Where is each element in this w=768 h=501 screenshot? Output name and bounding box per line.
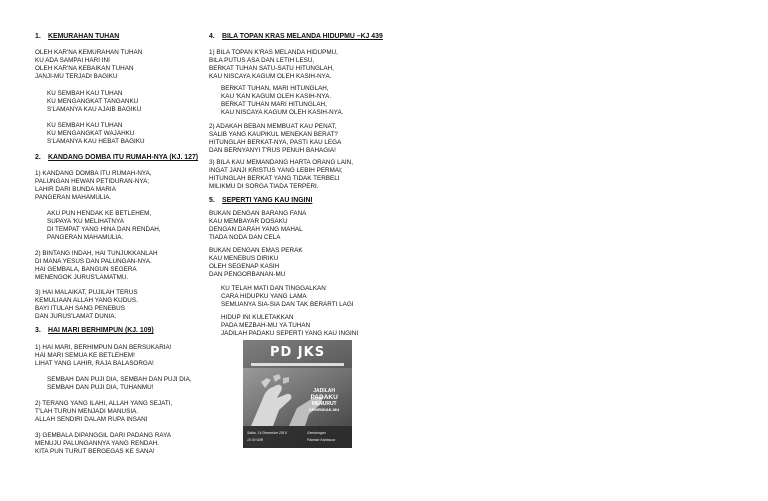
song-1-chorus-1 xyxy=(47,90,141,114)
lyric-line: S'LAMANYA KAU HEBAT BAGIKU xyxy=(47,138,145,146)
lyric-line: KITA PUN TURUT BERGEGAS KE SANA! xyxy=(35,448,155,456)
lyric-line: SEMBAH DAN PUJI DIA, TUHANMU! xyxy=(47,384,154,392)
song-3-heading xyxy=(35,327,154,334)
song-4-verse-1 xyxy=(209,49,338,81)
lyric-line: DENGAN DARAH YANG MAHAL xyxy=(209,226,303,234)
song-5-stanza-a xyxy=(209,210,306,242)
song-5-number: 5. xyxy=(209,197,215,204)
lyric-line: DAN JURUS'LAMAT DUNIA. xyxy=(35,313,117,321)
song-2-verse-2 xyxy=(35,250,158,282)
song-3-verse-3 xyxy=(35,432,171,456)
lyric-line: KAU 'KAN KAGUM OLEH KASIH-NYA. xyxy=(221,93,332,101)
lyric-line: SUPAYA 'KU MELIHATNYA xyxy=(47,218,124,226)
song-2-title: KANDANG DOMBA ITU RUMAH-NYA (KJ. 127) xyxy=(48,154,199,161)
lyric-line: DI MANA YESUS DAN PALUNGAN-NYA. xyxy=(35,258,152,266)
song-1-number: 1. xyxy=(35,33,41,40)
poster-city: Pabelan Kartasura xyxy=(307,438,336,442)
song-2-heading xyxy=(35,154,198,161)
lyric-line: 3) HAI MALAIKAT, PUJILAH TERUS xyxy=(35,289,138,296)
lyric-line: KAU MENEBUS DIRIKU xyxy=(209,255,279,263)
poster-title: PD JKS xyxy=(269,345,326,360)
lyric-line: PADA MEZBAH-MU YA TUHAN xyxy=(221,322,311,330)
lyric-line: INGAT JANJI KRISTUS YANG LEBIH PERMAI; xyxy=(209,167,343,175)
lyric-line: PANGERAN MAHAMULIA. xyxy=(35,194,112,202)
lyric-line: 2) TERANG YANG ILAHI, ALLAH YANG SEJATI, xyxy=(35,400,173,407)
lyric-line: PALUNGAN HEWAN PETIDURAN-NYA; xyxy=(35,178,150,186)
song-3-title: HAI MARI BERHIMPUN (KJ. 109) xyxy=(48,327,154,334)
song-1-verse xyxy=(35,49,142,81)
lyric-line: DAN BERNYANYI T'RUS PENUH BAHAGIA! xyxy=(209,147,336,155)
song-4-refrain xyxy=(221,85,343,117)
lyric-line: PANGERAN MAHAMULIA. xyxy=(47,234,124,242)
song-2-verse-3 xyxy=(35,289,138,321)
poster-theme-line: JADILAH xyxy=(313,388,335,394)
lyric-line: KAU MEMBAYAR DOSAKU xyxy=(209,218,288,226)
lyric-line: BILA PUTUS ASA DAN LETIH LESU, xyxy=(209,57,315,65)
poster-theme-line: MENURUT xyxy=(311,401,337,407)
lyric-line: DI TEMPAT YANG HINA DAN RENDAH, xyxy=(47,226,161,234)
lyric-line: HITUNGLAH BERKAT YANG TIDAK TERBELI xyxy=(209,175,340,183)
lyric-line: KU MENGANGKAT WAJAHKU xyxy=(47,130,135,138)
song-1-heading xyxy=(35,33,119,40)
lyric-line: LAHIR DARI BUNDA MARIA xyxy=(35,186,116,194)
lyric-line: T'LAH TURUN MENJADI MANUSIA. xyxy=(35,408,139,416)
song-2-refrain xyxy=(47,210,161,242)
lyric-line: 3) BILA KAU MEMANDANG HARTA ORANG LAIN, xyxy=(209,159,354,166)
lyric-line: 1) HAI MARI, BERHIMPUN DAN BERSUKARIA! xyxy=(35,344,172,351)
lyric-line: DAN PENGORBANAN-MU xyxy=(209,271,286,279)
lyric-line: CARA HIDUPKU YANG LAMA xyxy=(221,293,307,301)
song-3-refrain xyxy=(47,376,192,392)
lyric-line: LIHAT YANG LAHIR, RAJA BALASORGA! xyxy=(35,360,154,368)
lyric-line: MILIKMU DI SORGA TIADA TERPERI. xyxy=(209,183,319,191)
poster-date: Sabtu, 14 Desember 2019 xyxy=(247,431,287,435)
lyric-line: HITUNGLAH BERKAT-NYA, PASTI KAU LEGA xyxy=(209,139,342,147)
song-2-verse-1 xyxy=(35,170,152,202)
song-2-number: 2. xyxy=(35,154,41,161)
lyric-line: HAI MARI SEMUA KE BETLEHEM! xyxy=(35,352,135,360)
poster-theme-line: KEHENDAK-MU xyxy=(309,407,340,412)
lyric-line: BAYI ITULAH SANG PENEBUS xyxy=(35,305,125,313)
poster-info-bar xyxy=(243,426,352,448)
song-5-stanza-c xyxy=(221,285,354,309)
song-1-title: KEMURAHAN TUHAN xyxy=(48,33,120,40)
lyric-line: S'LAMANYA KAU AJAIB BAGIKU xyxy=(47,106,142,114)
lyric-line: 1) KANDANG DOMBA ITU RUMAH-NYA, xyxy=(35,170,152,177)
lyric-line: ALLAH SENDIRI DALAM RUPA INSANI xyxy=(35,416,148,424)
lyric-line: KU MENGANGKAT TANGANKU xyxy=(47,98,139,106)
poster-time: 10.00 WIB xyxy=(247,438,263,442)
lyric-line: BERKAT TUHAN SATU-SATU HITUNGLAH, xyxy=(209,65,334,73)
song-4-verse-3 xyxy=(209,159,353,191)
lyric-line: BUKAN DENGAN EMAS PERAK xyxy=(209,247,303,254)
lyric-line: OLEH KAR'NA KEMURAHAN TUHAN xyxy=(35,49,143,56)
lyric-line: HIDUP INI KULETAKKAN xyxy=(221,314,294,321)
lyric-line: HAI GEMBALA, BANGUN SEGERA xyxy=(35,266,137,274)
lyric-line: SALIB YANG KAUPIKUL MENEKAN BERAT? xyxy=(209,131,338,139)
lyric-line: KU ADA SAMPAI HARI INI xyxy=(35,57,110,65)
lyric-line: SEMUANYA SIA-SIA DAN TAK BERARTI LAGI xyxy=(221,301,354,309)
lyric-line: MENENGOK JURUS'LAMATMU. xyxy=(35,274,129,282)
poster-place: Gembongan xyxy=(307,431,326,435)
event-poster xyxy=(243,340,352,448)
lyric-line: OLEH KAR'NA KEBAIKAN TUHAN xyxy=(35,65,134,73)
lyric-line: 1) BILA TOPAN K'RAS MELANDA HIDUPMU, xyxy=(209,49,338,56)
lyric-line: 2) BINTANG INDAH, HAI TUNJUKKANLAH xyxy=(35,250,158,257)
song-4-number: 4. xyxy=(209,33,215,40)
lyric-line: KU TELAH MATI DAN TINGGALKAN xyxy=(221,285,326,292)
song-5-heading xyxy=(209,197,312,204)
poster-theme xyxy=(309,388,339,412)
lyric-line: JANJI-MU TERJADI BAGIKU xyxy=(35,73,118,81)
poster-divider xyxy=(251,363,344,366)
lyric-line: JADILAH PADAKU SEPERTI YANG KAU INGINI xyxy=(221,330,359,338)
song-1-chorus-2 xyxy=(47,122,145,146)
lyric-line: BERKAT TUHAN, MARI HITUNGLAH, xyxy=(221,85,329,92)
lyric-line: SEMBAH DAN PUJI DIA, SEMBAH DAN PUJI DIA, xyxy=(47,376,192,383)
song-3-number: 3. xyxy=(35,327,41,334)
song-5-title: SEPERTI YANG KAU INGINI xyxy=(222,197,313,204)
lyric-line: 3) GEMBALA DIPANGGIL DARI PADANG RAYA xyxy=(35,432,172,439)
lyric-line: KU SEMBAH KAU TUHAN xyxy=(47,90,123,97)
lyric-line: 2) ADAKAH BEBAN MEMBUAT KAU PENAT, xyxy=(209,123,337,130)
lyric-line: AKU PUN HENDAK KE BETLEHEM, xyxy=(47,210,152,217)
poster-theme-line: PADAKU xyxy=(310,394,338,401)
song-5-stanza-d xyxy=(221,314,358,338)
song-4-title: BILA TOPAN KRAS MELANDA HIDUPMU –KJ 439 xyxy=(222,33,383,40)
lyric-line: OLEH SEGENAP KASIH xyxy=(209,263,280,271)
song-3-verse-1 xyxy=(35,344,172,368)
lyric-line: KAU NISCAYA KAGUM OLEH KASIH-NYA. xyxy=(221,109,344,117)
lyric-line: MENUJU PALUNGANNYA YANG RENDAH. xyxy=(35,440,160,448)
song-3-verse-2 xyxy=(35,400,172,424)
lyric-line: KU SEMBAH KAU TUHAN xyxy=(47,122,123,129)
lyric-line: BUKAN DENGAN BARANG FANA xyxy=(209,210,307,217)
song-4-verse-2 xyxy=(209,123,341,155)
song-5-stanza-b xyxy=(209,247,303,279)
lyric-line: KAU NISCAYA KAGUM OLEH KASIH-NYA. xyxy=(209,73,332,81)
lyric-line: TIADA NODA DAN CELA xyxy=(209,234,281,242)
lyric-line: BERKAT TUHAN MARI HITUNGLAH, xyxy=(221,101,327,109)
song-4-heading xyxy=(209,33,383,40)
lyric-line: KEMULIAAN ALLAH YANG KUDUS. xyxy=(35,297,138,305)
